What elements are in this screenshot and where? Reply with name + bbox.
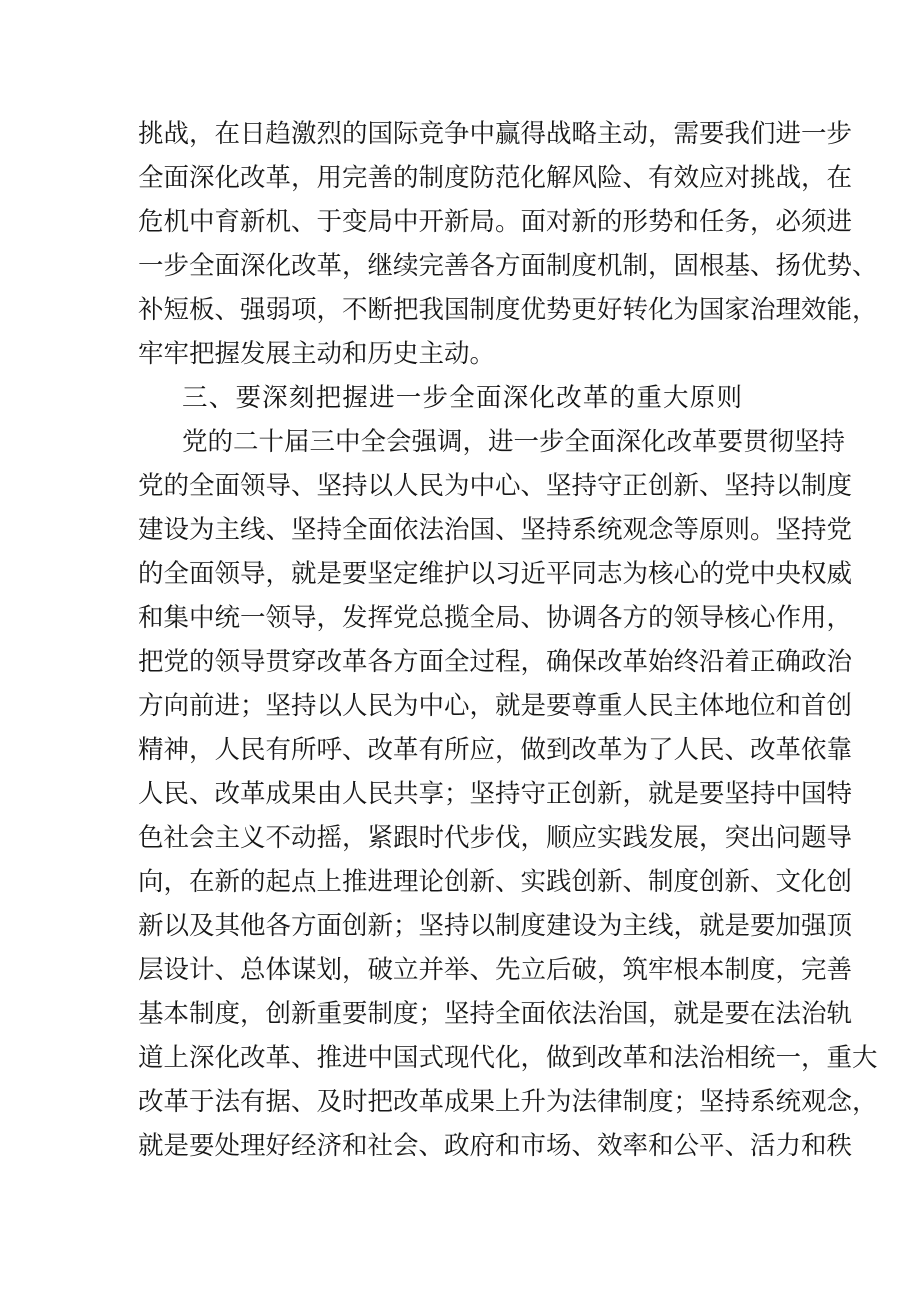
- paragraph-2-line-4: 的全面领导，就是要坚定维护以习近平同志为核心的党中央权威: [138, 559, 853, 589]
- paragraph-2-line-6: 把党的领导贯穿改革各方面全过程，确保改革始终沿着正确政治: [138, 647, 853, 677]
- paragraph-2-line-15: 道上深化改革、推进中国式现代化，做到改革和法治相统一，重大: [138, 1043, 878, 1073]
- paragraph-2-line-10: 色社会主义不动摇，紧跟时代步伐，顺应实践发展，突出问题导: [138, 823, 853, 853]
- paragraph-2-line-8: 精神，人民有所呼、改革有所应，做到改革为了人民、改革依靠: [138, 735, 853, 765]
- paragraph-2-line-1: 党的二十届三中全会强调，进一步全面深化改革要贯彻坚持: [182, 427, 846, 457]
- paragraph-2-line-5: 和集中统一领导，发挥党总揽全局、协调各方的领导核心作用，: [138, 603, 853, 633]
- paragraph-2-line-16: 改革于法有据、及时把改革成果上升为法律制度；坚持系统观念，: [138, 1087, 878, 1117]
- paragraph-2-line-17: 就是要处理好经济和社会、政府和市场、效率和公平、活力和秩: [138, 1131, 853, 1161]
- section-heading: 三、要深刻把握进一步全面深化改革的重大原则: [182, 383, 742, 413]
- paragraph-1-line-6: 牢牢把握发展主动和历史主动。: [138, 339, 496, 369]
- paragraph-2-line-3: 建设为主线、坚持全面依法治国、坚持系统观念等原则。坚持党: [138, 515, 853, 545]
- paragraph-2-line-7: 方向前进；坚持以人民为中心，就是要尊重人民主体地位和首创: [138, 691, 853, 721]
- paragraph-1-line-3: 危机中育新机、于变局中开新局。面对新的形势和任务，必须进: [138, 207, 853, 237]
- paragraph-1-line-1: 挑战，在日趋激烈的国际竞争中赢得战略主动，需要我们进一步: [138, 119, 853, 149]
- paragraph-2-line-14: 基本制度，创新重要制度；坚持全面依法治国，就是要在法治轨: [138, 999, 853, 1029]
- paragraph-1-line-4: 一步全面深化改革，继续完善各方面制度机制，固根基、扬优势、: [138, 251, 878, 281]
- paragraph-2-line-9: 人民、改革成果由人民共享；坚持守正创新，就是要坚持中国特: [138, 779, 853, 809]
- paragraph-2-line-2: 党的全面领导、坚持以人民为中心、坚持守正创新、坚持以制度: [138, 471, 853, 501]
- paragraph-2-line-13: 层设计、总体谋划，破立并举、先立后破，筑牢根本制度，完善: [138, 955, 853, 985]
- paragraph-1-line-5: 补短板、强弱项，不断把我国制度优势更好转化为国家治理效能，: [138, 295, 878, 325]
- paragraph-2-line-12: 新以及其他各方面创新；坚持以制度建设为主线，就是要加强顶: [138, 911, 853, 941]
- paragraph-2-line-11: 向，在新的起点上推进理论创新、实践创新、制度创新、文化创: [138, 867, 853, 897]
- paragraph-1-line-2: 全面深化改革，用完善的制度防范化解风险、有效应对挑战，在: [138, 163, 853, 193]
